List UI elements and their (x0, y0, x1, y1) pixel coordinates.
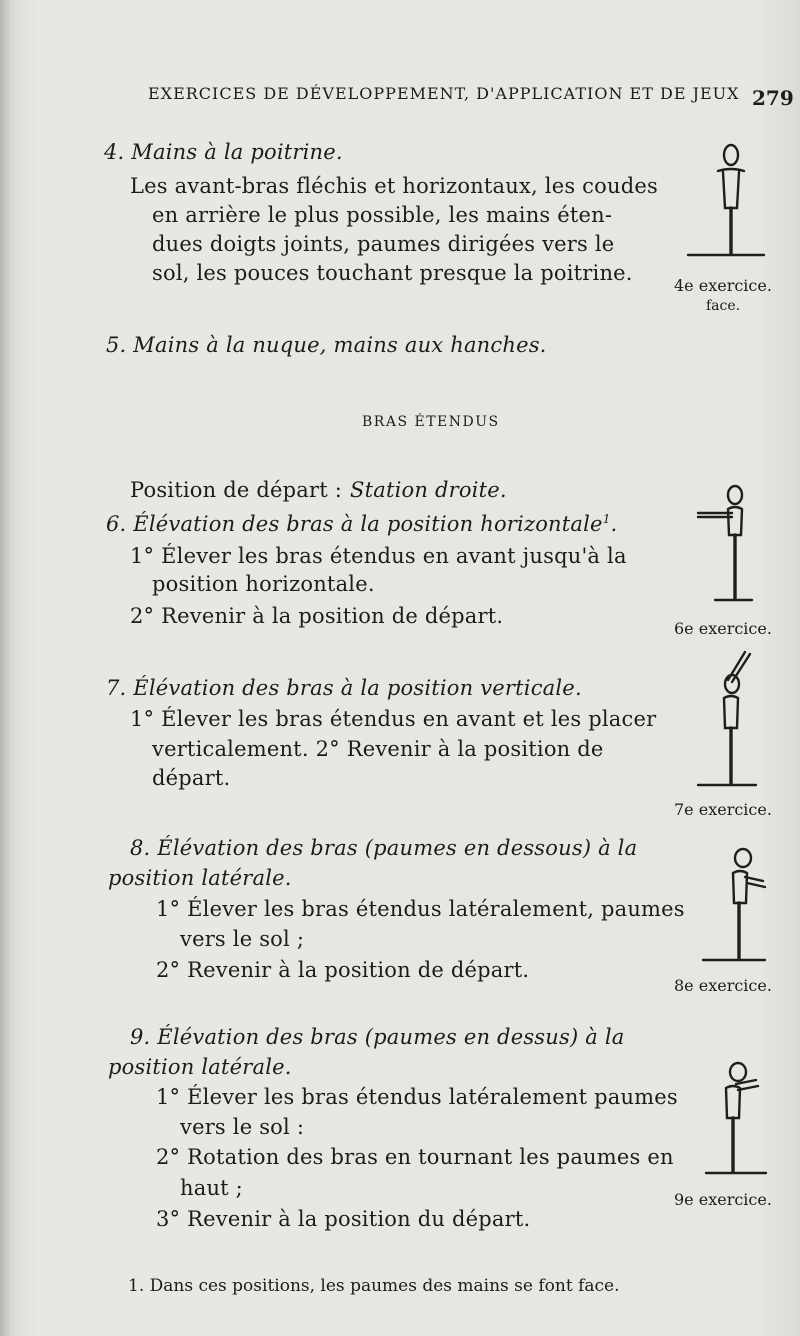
ex8-title-line-2: position latérale. (108, 866, 292, 890)
ex7-line-3: départ. (152, 766, 231, 790)
ex6-title (106, 512, 617, 536)
ex6-caption: 6e exercice. (674, 619, 772, 638)
start-position-label: Position de départ : (130, 478, 343, 502)
ex5-title: 5. Mains à la nuque, mains aux hanches. (106, 333, 547, 357)
ex7-line-1: 1° Élever les bras étendus en avant et les placer (130, 707, 657, 731)
ex9-line-3: 2° Rotation des bras en tournant les paumes en (156, 1145, 674, 1169)
page-binding-edge (0, 0, 10, 1336)
ex6-line-1: 1° Élever les bras étendus en avant jusqu'à la (130, 544, 627, 568)
ex7-title: 7. Élévation des bras à la position verticale. (106, 676, 582, 700)
ex9-line-5: 3° Revenir à la position du départ. (156, 1207, 531, 1231)
ex4-line-4: sol, les pouces touchant presque la poitrine. (152, 261, 633, 285)
footnote: 1. Dans ces positions, les paumes des mains se font face. (128, 1276, 620, 1296)
ex7-caption: 7e exercice. (674, 800, 772, 819)
section-heading: BRAS ÉTENDUS (362, 414, 500, 430)
ex8-line-1: 1° Élever les bras étendus latéralement, paumes (156, 897, 685, 921)
ex8-figure (695, 843, 780, 968)
ex9-line-2: vers le sol : (180, 1115, 305, 1139)
ex9-figure (700, 1058, 780, 1183)
ex9-line-4: haut ; (180, 1176, 243, 1200)
ex7-figure (690, 648, 780, 793)
ex6-figure (690, 483, 780, 608)
ex8-title-line-1: 8. Élévation des bras (paumes en dessous) à la (130, 836, 638, 860)
ex6-line-2: position horizontale. (152, 572, 375, 596)
ex4-caption-sub: face. (706, 298, 741, 314)
page-number: 279 (752, 86, 794, 110)
ex8-line-3: 2° Revenir à la position de départ. (156, 958, 530, 982)
ex9-title-line-2: position latérale. (108, 1055, 292, 1079)
ex4-title: 4. Mains à la poitrine. (104, 140, 343, 164)
ex9-caption: 9e exercice. (674, 1190, 772, 1209)
running-title: EXERCICES DE DÉVELOPPEMENT, D'APPLICATION ET DE JEUX (148, 84, 740, 103)
ex4-caption: 4e exercice. (674, 276, 772, 295)
ex8-caption: 8e exercice. (674, 976, 772, 995)
ex4-line-3: dues doigts joints, paumes dirigées vers le (152, 232, 615, 256)
ex9-line-1: 1° Élever les bras étendus latéralement paumes (156, 1085, 678, 1109)
ex7-line-2: verticalement. 2° Revenir à la position de (152, 737, 604, 761)
ex6-line-3: 2° Revenir à la position de départ. (130, 604, 504, 628)
ex6-title-text: 6. Élévation des bras à la position horizontale (106, 512, 603, 536)
ex9-title-line-1: 9. Élévation des bras (paumes en dessus) à la (130, 1025, 625, 1049)
ex4-line-2: en arrière le plus possible, les mains éten- (152, 203, 613, 227)
start-position-value: Station droite. (350, 478, 507, 502)
ex6-footnote-mark: 1 (602, 512, 611, 526)
ex6-title-period: . (610, 512, 618, 536)
ex4-line-1: Les avant-bras fléchis et horizontaux, les coudes (130, 174, 658, 198)
ex8-line-2: vers le sol ; (180, 927, 305, 951)
ex4-figure (680, 140, 780, 265)
